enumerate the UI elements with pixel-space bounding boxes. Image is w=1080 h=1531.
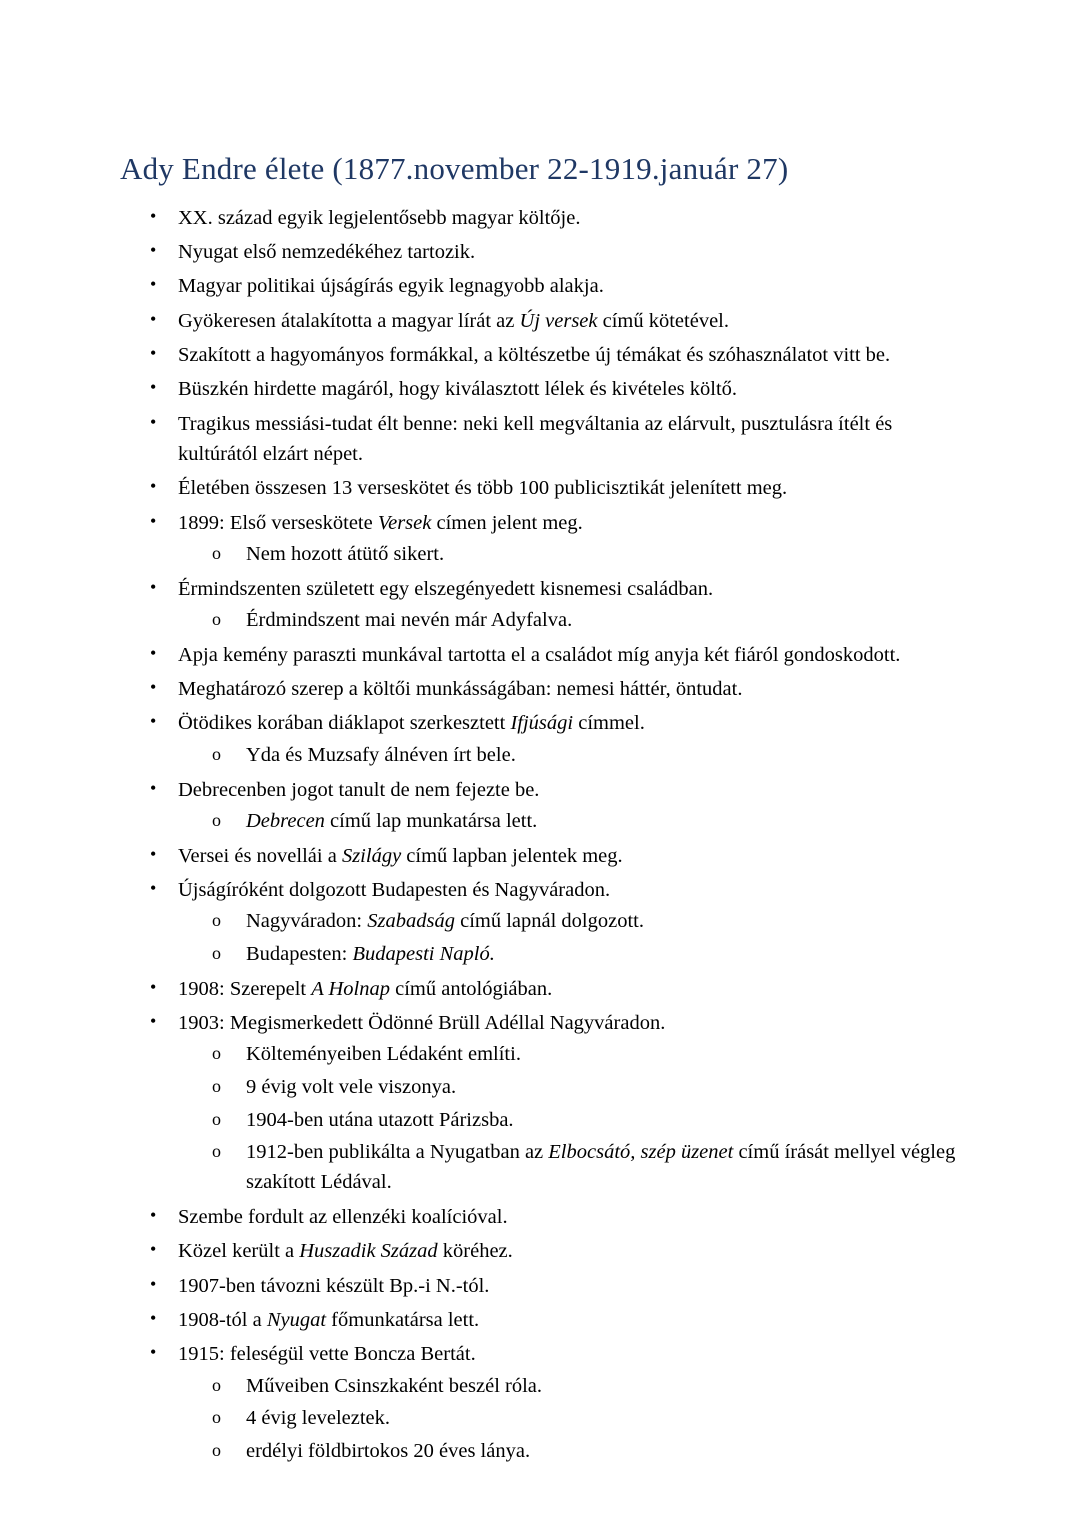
bullet-icon: • (150, 510, 157, 531)
bullet-icon: • (150, 205, 157, 226)
sub-bullet-icon: o (212, 543, 221, 564)
list-item-text: Debrecenben jogot tanult de nem fejezte be. (178, 778, 540, 801)
list-item (120, 1008, 960, 1198)
list-item (120, 1271, 960, 1301)
sub-list-item (178, 1437, 960, 1467)
list-item (120, 271, 960, 301)
sub-list (178, 1372, 960, 1467)
sub-list-item-emphasis: Szabadság (367, 910, 455, 933)
sub-list-item-emphasis: Debrecen (246, 809, 325, 832)
sub-list-item-text: 9 évig volt vele viszonya. (246, 1076, 457, 1099)
bullet-icon: • (150, 642, 157, 663)
sub-list-item-text: erdélyi földbirtokos 20 éves lánya. (246, 1439, 531, 1462)
sub-list-item (178, 1040, 960, 1070)
bullet-icon: • (150, 1307, 157, 1328)
sub-bullet-icon: o (212, 1141, 221, 1162)
sub-bullet-icon: o (212, 942, 221, 963)
list-item (120, 640, 960, 670)
list-item (120, 875, 960, 970)
list-item-text: Meghatározó szerep a költői munkásságában: nemesi háttér, öntudat. (178, 678, 743, 701)
sub-list-item (178, 1404, 960, 1434)
bullet-icon: • (150, 411, 157, 432)
outline-list (120, 203, 960, 1467)
bullet-icon: • (150, 377, 157, 398)
sub-list-item (178, 940, 960, 970)
sub-list-item-text: 4 évig leveleztek. (246, 1407, 391, 1430)
list-item-text: Apja kemény paraszti munkával tartotta el a családot míg anyja két fiáról gondoskodott. (178, 643, 901, 666)
list-item-text: Tragikus messiási-tudat élt benne: neki kell megváltania az elárvult, pusztulásra ítélt és kultúrától elzárt népet. (178, 412, 893, 466)
bullet-icon: • (150, 1010, 157, 1031)
sub-list-item (178, 741, 960, 771)
list-item (120, 203, 960, 233)
sub-bullet-icon: o (212, 1374, 221, 1395)
sub-list-item-text: 1904-ben utána utazott Párizsba. (246, 1108, 514, 1131)
sub-list-item (178, 1106, 960, 1136)
list-item (120, 473, 960, 503)
list-item-text: Szembe fordult az ellenzéki koalícióval. (178, 1205, 508, 1228)
sub-list (178, 907, 960, 969)
list-item (120, 237, 960, 267)
list-item-text: 1908-tól a Nyugat főmunkatársa lett. (178, 1308, 480, 1331)
list-item-emphasis: Versek (377, 511, 432, 534)
sub-list-item-text: Nagyváradon: Szabadság című lapnál dolgozott. (246, 910, 644, 933)
page-title: Ady Endre élete (1877.november 22-1919.január 27) (120, 151, 789, 186)
sub-list (178, 807, 960, 837)
list-item-text: XX. század egyik legjelentősebb magyar költője. (178, 206, 581, 229)
list-item-text: Magyar politikai újságírás egyik legnagyobb alakja. (178, 275, 604, 298)
sub-list-item (178, 807, 960, 837)
list-item-text: Közel került a Huszadik Század köréhez. (178, 1240, 513, 1263)
bullet-icon: • (150, 843, 157, 864)
sub-list-item (178, 1138, 960, 1197)
list-item (120, 1236, 960, 1266)
sub-bullet-icon: o (212, 1407, 221, 1428)
sub-list-item-emphasis: Elbocsátó, szép üzenet (548, 1141, 734, 1164)
list-item-text: Gyökeresen átalakította a magyar lírát az Új versek című kötetével. (178, 309, 729, 332)
list-item-text: 1899: Első verseskötete Versek címen jelent meg. (178, 511, 583, 534)
list-item (120, 841, 960, 871)
bullet-icon: • (150, 677, 157, 698)
list-item-text: 1907-ben távozni készült Bp.-i N.-tól. (178, 1274, 490, 1297)
list-item (120, 374, 960, 404)
bullet-icon: • (150, 1342, 157, 1363)
list-item-text: Szakított a hagyományos formákkal, a költészetbe új témákat és szóhasználatot vitt be. (178, 344, 891, 367)
bullet-icon: • (150, 1239, 157, 1260)
sub-list-item-text: Érdmindszent mai nevén már Adyfalva. (246, 609, 573, 632)
list-item-text: Nyugat első nemzedékéhez tartozik. (178, 241, 476, 264)
sub-list-item-emphasis: Budapesti Napló. (352, 942, 495, 965)
sub-list (178, 1040, 960, 1198)
sub-list-item (178, 540, 960, 570)
list-item (120, 1202, 960, 1232)
sub-list-item (178, 1073, 960, 1103)
sub-bullet-icon: o (212, 910, 221, 931)
list-item (120, 708, 960, 770)
bullet-icon: • (150, 274, 157, 295)
list-item-text: Büszkén hirdette magáról, hogy kiválasztott lélek és kivételes költő. (178, 378, 738, 401)
bullet-icon: • (150, 976, 157, 997)
list-item (120, 340, 960, 370)
sub-bullet-icon: o (212, 809, 221, 830)
list-item-text: Életében összesen 13 verseskötet és több 100 publicisztikát jelenített meg. (178, 477, 788, 500)
list-item-text: Érmindszenten született egy elszegényedett kisnemesi családban. (178, 577, 714, 600)
bullet-icon: • (150, 240, 157, 261)
sub-bullet-icon: o (212, 609, 221, 630)
sub-list-item-text: 1912-ben publikálta a Nyugatban az Elbocsátó, szép üzenet című írását mellyel végleg szakított Lédával. (246, 1141, 956, 1194)
list-item (120, 306, 960, 336)
sub-list-item-text: Yda és Muzsafy álnéven írt bele. (246, 743, 516, 766)
bullet-icon: • (150, 1204, 157, 1225)
list-item-text: Ötödikes korában diáklapot szerkesztett Ifjúsági címmel. (178, 712, 645, 735)
bullet-icon: • (150, 711, 157, 732)
list-item (120, 508, 960, 570)
list-item-text: 1915: feleségül vette Boncza Bertát. (178, 1343, 476, 1366)
sub-list-item (178, 907, 960, 937)
sub-list (178, 606, 960, 636)
list-item (120, 574, 960, 636)
list-item (120, 775, 960, 837)
list-item-emphasis: Huszadik Század (299, 1240, 438, 1263)
list-item-emphasis: Ifjúsági (510, 712, 574, 735)
list-item (120, 974, 960, 1004)
bullet-icon: • (150, 1273, 157, 1294)
list-item (120, 409, 960, 470)
list-item (120, 674, 960, 704)
sub-list (178, 540, 960, 570)
sub-list-item-text: Műveiben Csinszkaként beszél róla. (246, 1374, 543, 1397)
sub-list-item (178, 1372, 960, 1402)
list-item-text: 1908: Szerepelt A Holnap című antológiában. (178, 977, 553, 1000)
sub-bullet-icon: o (212, 1439, 221, 1460)
bullet-icon: • (150, 877, 157, 898)
sub-list-item-text: Költeményeiben Lédaként említi. (246, 1043, 521, 1066)
bullet-icon: • (150, 308, 157, 329)
list-item-emphasis: Új versek (519, 309, 598, 332)
bullet-icon: • (150, 777, 157, 798)
bullet-icon: • (150, 576, 157, 597)
list-item-emphasis: Szilágy (341, 844, 402, 867)
sub-bullet-icon: o (212, 743, 221, 764)
sub-list-item-text: Budapesten: Budapesti Napló. (246, 942, 495, 965)
sub-list-item (178, 606, 960, 636)
bullet-icon: • (150, 476, 157, 497)
list-item-text: Versei és novellái a Szilágy című lapban jelentek meg. (178, 844, 623, 867)
sub-bullet-icon: o (212, 1108, 221, 1129)
list-item (120, 1305, 960, 1335)
sub-list-item-text: Nem hozott átütő sikert. (246, 543, 445, 566)
sub-list (178, 741, 960, 771)
sub-bullet-icon: o (212, 1076, 221, 1097)
list-item-emphasis: A Holnap (311, 977, 390, 1000)
list-item (120, 1339, 960, 1466)
list-item-text: Újságíróként dolgozott Budapesten és Nagyváradon. (178, 878, 611, 901)
sub-bullet-icon: o (212, 1043, 221, 1064)
list-item-emphasis: Nyugat (266, 1308, 327, 1331)
sub-list-item-text: Debrecen című lap munkatársa lett. (246, 809, 538, 832)
list-item-text: 1903: Megismerkedett Ödönné Brüll Adéllal Nagyváradon. (178, 1011, 666, 1034)
bullet-icon: • (150, 343, 157, 364)
